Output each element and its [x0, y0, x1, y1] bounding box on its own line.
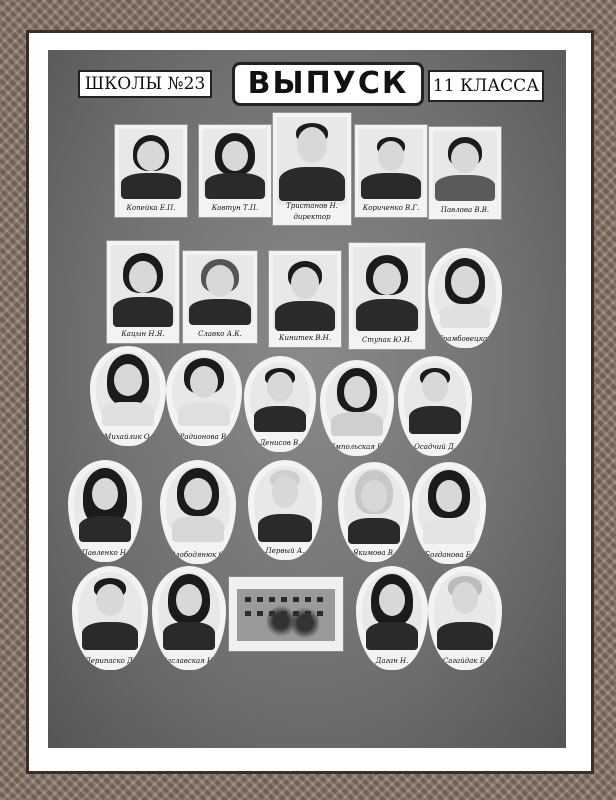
portrait-caption: Ступак Ю.И. — [361, 336, 413, 344]
student-portrait — [160, 460, 236, 564]
teacher-portrait — [106, 240, 180, 344]
student-portrait — [166, 350, 242, 446]
portrait-caption: Михайлик О. — [104, 433, 152, 441]
portrait-caption: Первый А. — [265, 547, 305, 555]
teacher-portrait — [268, 250, 342, 348]
teacher-portrait — [182, 250, 258, 344]
director-portrait — [272, 112, 352, 226]
portrait-caption: Кориченко В.Г. — [362, 204, 420, 212]
portrait-caption: Денисов В. — [259, 439, 301, 447]
portrait-caption: Богданова Е. — [424, 551, 474, 559]
student-portrait — [428, 566, 502, 670]
teacher-portrait — [348, 242, 426, 350]
student-portrait — [320, 360, 394, 456]
student-portrait — [68, 460, 142, 562]
portrait-caption: Сагайдак Е. — [442, 657, 488, 665]
graduation-board — [48, 50, 566, 748]
portrait-caption: Даган Н. — [375, 657, 409, 665]
student-portrait — [90, 346, 166, 446]
teacher-portrait — [198, 124, 272, 218]
portrait-caption: Кинитек В.Н. — [279, 334, 331, 342]
portrait-caption: Ямпольская В. — [329, 443, 385, 451]
portrait-caption: Трамбовецкая — [438, 335, 492, 343]
student-portrait — [72, 566, 148, 670]
student-portrait — [412, 462, 486, 564]
portrait-caption: Радионова В. — [179, 433, 229, 441]
teacher-portrait — [354, 124, 428, 218]
school-building-photo — [228, 576, 344, 652]
student-portrait — [244, 356, 316, 452]
portrait-caption: Якимова В. — [352, 549, 396, 557]
portrait-caption: Осадчий Д. — [414, 443, 456, 451]
student-portrait — [398, 356, 472, 456]
student-portrait — [338, 462, 410, 562]
portrait-caption: Ковтун Т.П. — [211, 204, 259, 212]
student-portrait — [152, 566, 226, 670]
portrait-caption: Заславская И. — [162, 657, 216, 665]
teacher-portrait — [428, 126, 502, 220]
school-number-banner: ШКОЛЫ №23 — [78, 70, 212, 98]
portrait-caption: Дерипаско Д. — [85, 657, 135, 665]
portrait-caption: Славко А.К. — [198, 330, 242, 338]
portrait-caption: Слободянюк С. — [169, 551, 227, 559]
portrait-caption: Павлова В.В. — [440, 206, 490, 214]
student-portrait — [356, 566, 428, 670]
portrait-caption: Павленко Н. — [81, 549, 129, 557]
class-banner: 11 КЛАССА — [428, 70, 544, 102]
portrait-caption: Тристанов Н. директор — [286, 202, 338, 221]
portrait-caption: Копейка Е.П. — [126, 204, 176, 212]
graduation-title-banner: ВЫПУСК — [232, 62, 424, 106]
student-portrait — [428, 248, 502, 348]
portrait-caption: Кацын Н.Я. — [121, 330, 165, 338]
teacher-portrait — [114, 124, 188, 218]
student-portrait — [248, 460, 322, 560]
